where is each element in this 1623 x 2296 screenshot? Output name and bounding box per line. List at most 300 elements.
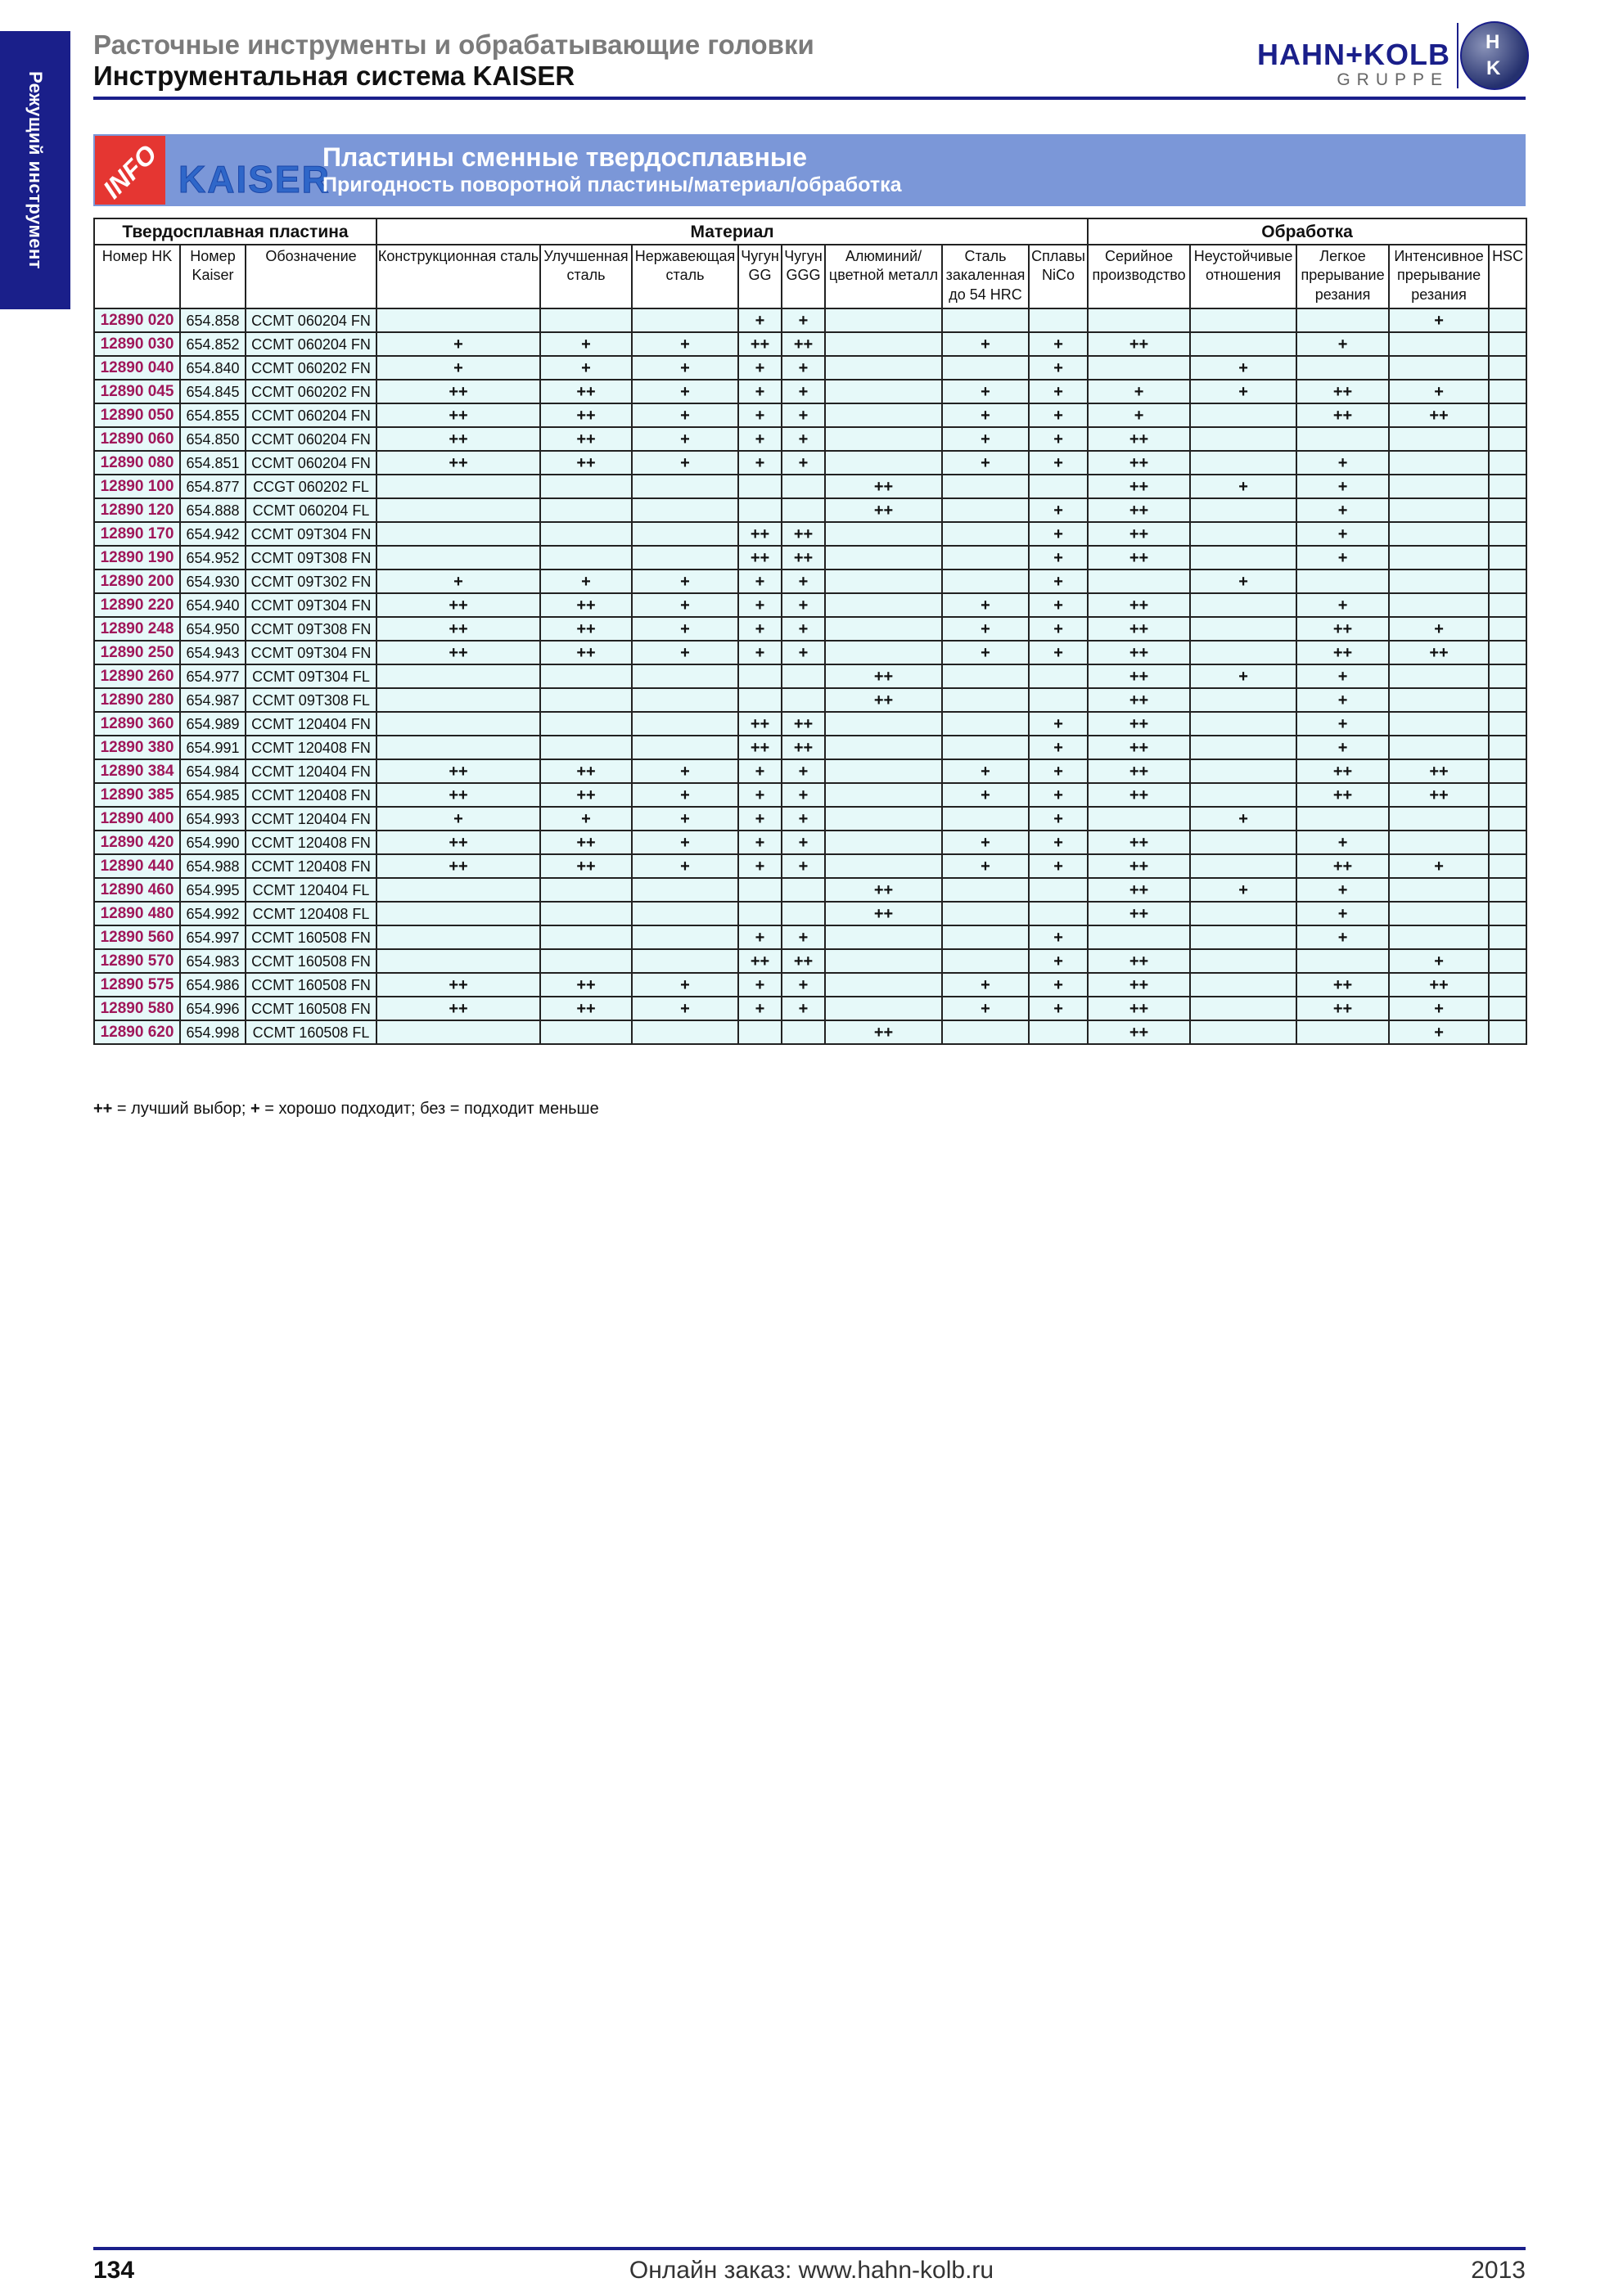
table-row — [94, 380, 1526, 403]
rating-cell: ++ — [540, 403, 632, 427]
rating-cell: ++ — [376, 380, 540, 403]
rating-cell: ++ — [540, 451, 632, 475]
rating-cell — [1190, 973, 1296, 997]
designation-cell: CCMT 120408 FL — [246, 902, 376, 925]
rating-cell: + — [1029, 498, 1088, 522]
rating-cell — [825, 973, 942, 997]
rating-cell: + — [738, 831, 782, 854]
rating-cell: + — [782, 783, 825, 807]
rating-cell — [942, 308, 1029, 332]
table-group-header — [94, 218, 1526, 245]
rating-cell: + — [738, 427, 782, 451]
rating-cell: + — [1296, 688, 1389, 712]
rating-cell — [1489, 356, 1526, 380]
table-row — [94, 902, 1526, 925]
designation-cell: CCMT 09T304 FN — [246, 641, 376, 664]
rating-cell — [782, 664, 825, 688]
rating-cell — [1489, 783, 1526, 807]
rating-cell: ++ — [1088, 688, 1190, 712]
rating-cell: ++ — [782, 546, 825, 569]
column-header: Конструкционная сталь — [376, 245, 540, 308]
rating-cell — [825, 736, 942, 759]
rating-cell — [1489, 712, 1526, 736]
rating-cell — [1190, 949, 1296, 973]
designation-cell: CCMT 09T304 FN — [246, 522, 376, 546]
designation-cell: CCMT 09T302 FN — [246, 569, 376, 593]
rating-cell: + — [738, 356, 782, 380]
hk-number-cell: 12890 580 — [94, 997, 180, 1020]
rating-cell — [1389, 807, 1489, 831]
rating-cell: + — [1190, 664, 1296, 688]
rating-cell: + — [1029, 617, 1088, 641]
rating-cell: ++ — [738, 736, 782, 759]
kaiser-number-cell: 654.977 — [180, 664, 246, 688]
rating-cell: ++ — [1088, 593, 1190, 617]
rating-cell: + — [782, 308, 825, 332]
table-row — [94, 522, 1526, 546]
rating-cell: + — [1296, 878, 1389, 902]
kaiser-logo — [174, 142, 331, 200]
rating-cell: + — [1190, 475, 1296, 498]
rating-cell — [1190, 854, 1296, 878]
rating-cell: + — [632, 759, 738, 783]
rating-cell: + — [632, 973, 738, 997]
hk-number-cell: 12890 200 — [94, 569, 180, 593]
banner-subtitle: Пригодность поворотной пластины/материал/обработка — [322, 173, 902, 196]
rating-cell: + — [738, 854, 782, 878]
rating-cell: + — [1296, 902, 1389, 925]
rating-cell — [1489, 831, 1526, 854]
rating-cell — [1190, 332, 1296, 356]
rating-cell: ++ — [825, 498, 942, 522]
rating-cell: ++ — [1088, 1020, 1190, 1044]
rating-cell — [1190, 403, 1296, 427]
rating-cell: ++ — [782, 332, 825, 356]
designation-cell: CCMT 09T308 FL — [246, 688, 376, 712]
kaiser-number-cell: 654.990 — [180, 831, 246, 854]
rating-cell — [632, 712, 738, 736]
kaiser-number-cell: 654.940 — [180, 593, 246, 617]
rating-cell — [782, 878, 825, 902]
rating-cell: ++ — [1088, 641, 1190, 664]
banner-title: Пластины сменные твердосплавные — [322, 142, 808, 172]
hk-number-cell: 12890 170 — [94, 522, 180, 546]
rating-cell: + — [632, 569, 738, 593]
table-row — [94, 1020, 1526, 1044]
rating-cell: + — [942, 973, 1029, 997]
rating-cell: + — [942, 854, 1029, 878]
hk-number-cell: 12890 250 — [94, 641, 180, 664]
rating-cell — [1489, 664, 1526, 688]
rating-cell — [1190, 688, 1296, 712]
rating-cell — [1389, 498, 1489, 522]
rating-cell — [1088, 308, 1190, 332]
hk-number-cell: 12890 050 — [94, 403, 180, 427]
hk-number-cell: 12890 480 — [94, 902, 180, 925]
rating-cell: + — [632, 783, 738, 807]
rating-cell: + — [632, 617, 738, 641]
rating-cell: ++ — [782, 949, 825, 973]
rating-cell: ++ — [1088, 736, 1190, 759]
hk-number-cell: 12890 380 — [94, 736, 180, 759]
hk-number-cell: 12890 570 — [94, 949, 180, 973]
column-header: Номер Kaiser — [180, 245, 246, 308]
kaiser-number-cell: 654.942 — [180, 522, 246, 546]
rating-cell — [1489, 759, 1526, 783]
rating-cell: + — [632, 403, 738, 427]
rating-cell — [825, 522, 942, 546]
rating-cell: ++ — [1088, 427, 1190, 451]
rating-cell — [1296, 949, 1389, 973]
rating-cell: + — [376, 569, 540, 593]
rating-cell: + — [1029, 403, 1088, 427]
rating-cell — [1389, 332, 1489, 356]
rating-cell — [942, 1020, 1029, 1044]
rating-cell: + — [376, 356, 540, 380]
rating-cell: + — [540, 356, 632, 380]
column-header: Чугун GG — [738, 245, 782, 308]
rating-cell: + — [942, 451, 1029, 475]
hk-number-cell: 12890 120 — [94, 498, 180, 522]
designation-cell: CCMT 060204 FN — [246, 451, 376, 475]
rating-cell: + — [1389, 617, 1489, 641]
rating-cell: ++ — [1296, 997, 1389, 1020]
kaiser-number-cell: 654.987 — [180, 688, 246, 712]
rating-cell — [1190, 617, 1296, 641]
rating-cell — [376, 925, 540, 949]
rating-cell — [1489, 403, 1526, 427]
table-row — [94, 546, 1526, 569]
designation-cell: CCMT 120408 FN — [246, 783, 376, 807]
table-row — [94, 641, 1526, 664]
rating-cell — [1190, 546, 1296, 569]
rating-cell — [632, 688, 738, 712]
rating-cell — [1190, 736, 1296, 759]
rating-cell — [825, 997, 942, 1020]
designation-cell: CCMT 09T304 FN — [246, 593, 376, 617]
rating-cell — [1489, 593, 1526, 617]
rating-cell — [540, 522, 632, 546]
rating-cell: ++ — [1088, 712, 1190, 736]
kaiser-number-cell: 654.988 — [180, 854, 246, 878]
rating-cell — [825, 925, 942, 949]
rating-cell: + — [1029, 736, 1088, 759]
rating-cell: + — [782, 641, 825, 664]
side-tab — [0, 31, 70, 309]
rating-cell: + — [738, 783, 782, 807]
designation-cell: CCMT 09T304 FL — [246, 664, 376, 688]
rating-cell: + — [782, 925, 825, 949]
rating-cell — [1389, 688, 1489, 712]
rating-cell: ++ — [540, 380, 632, 403]
table-row — [94, 308, 1526, 332]
rating-cell: + — [1389, 949, 1489, 973]
rating-cell: ++ — [1296, 783, 1389, 807]
rating-cell — [942, 736, 1029, 759]
rating-cell — [738, 664, 782, 688]
rating-cell: ++ — [376, 641, 540, 664]
suitability-table — [93, 218, 1527, 1045]
hk-number-cell: 12890 360 — [94, 712, 180, 736]
rating-cell: + — [1029, 546, 1088, 569]
rating-cell: ++ — [1389, 973, 1489, 997]
rating-cell: + — [1296, 522, 1389, 546]
rating-cell — [376, 475, 540, 498]
rating-cell: + — [376, 332, 540, 356]
rating-cell: + — [738, 807, 782, 831]
table-row — [94, 451, 1526, 475]
rating-cell: + — [782, 617, 825, 641]
logo-brand: HAHN+KOLB — [1256, 38, 1450, 71]
rating-cell — [825, 949, 942, 973]
rating-cell — [825, 807, 942, 831]
rating-cell: ++ — [540, 593, 632, 617]
column-header: Чугун GGG — [782, 245, 825, 308]
rating-cell — [738, 878, 782, 902]
rating-cell: + — [1296, 546, 1389, 569]
rating-cell — [738, 475, 782, 498]
rating-cell: ++ — [1088, 902, 1190, 925]
rating-cell — [1190, 902, 1296, 925]
rating-cell: + — [1296, 831, 1389, 854]
rating-cell: + — [1389, 1020, 1489, 1044]
table-row — [94, 925, 1526, 949]
rating-cell: + — [942, 403, 1029, 427]
rating-cell: + — [1029, 712, 1088, 736]
kaiser-number-cell: 654.998 — [180, 1020, 246, 1044]
rating-cell: ++ — [540, 759, 632, 783]
rating-cell: + — [1029, 356, 1088, 380]
rating-cell — [1389, 569, 1489, 593]
hk-number-cell: 12890 575 — [94, 973, 180, 997]
hk-number-cell: 12890 060 — [94, 427, 180, 451]
rating-cell: ++ — [540, 783, 632, 807]
hk-number-cell: 12890 400 — [94, 807, 180, 831]
table-row — [94, 783, 1526, 807]
rating-cell — [1389, 593, 1489, 617]
rating-cell: + — [540, 569, 632, 593]
rating-cell: ++ — [825, 902, 942, 925]
rating-cell: + — [942, 593, 1029, 617]
designation-cell: CCGT 060202 FL — [246, 475, 376, 498]
kaiser-number-cell: 654.997 — [180, 925, 246, 949]
rating-cell — [540, 902, 632, 925]
rating-cell: + — [738, 451, 782, 475]
column-header: Нержавеющая сталь — [632, 245, 738, 308]
rating-cell — [942, 807, 1029, 831]
table-row — [94, 427, 1526, 451]
rating-cell — [376, 736, 540, 759]
rating-cell: + — [942, 759, 1029, 783]
designation-cell: CCMT 120408 FN — [246, 854, 376, 878]
rating-cell: + — [738, 759, 782, 783]
rating-cell: ++ — [1088, 973, 1190, 997]
rating-cell: ++ — [1389, 641, 1489, 664]
rating-cell: + — [942, 380, 1029, 403]
footer-divider — [93, 2247, 1526, 2250]
rating-cell — [1296, 807, 1389, 831]
header-divider — [93, 97, 1526, 100]
rating-cell: ++ — [1088, 332, 1190, 356]
rating-cell — [825, 854, 942, 878]
hk-number-cell: 12890 220 — [94, 593, 180, 617]
hk-number-cell: 12890 030 — [94, 332, 180, 356]
rating-cell: + — [1389, 854, 1489, 878]
rating-cell — [1489, 925, 1526, 949]
rating-cell — [376, 878, 540, 902]
rating-cell: ++ — [376, 997, 540, 1020]
kaiser-number-cell: 654.858 — [180, 308, 246, 332]
rating-cell — [1190, 831, 1296, 854]
column-header: Улучшенная сталь — [540, 245, 632, 308]
kaiser-number-cell: 654.983 — [180, 949, 246, 973]
rating-cell — [1029, 902, 1088, 925]
rating-cell — [942, 569, 1029, 593]
kaiser-number-cell: 654.855 — [180, 403, 246, 427]
hk-number-cell: 12890 260 — [94, 664, 180, 688]
table-row — [94, 475, 1526, 498]
side-tab-label: Режущий инструмент — [25, 70, 46, 270]
rating-cell — [540, 546, 632, 569]
rating-cell — [1389, 451, 1489, 475]
rating-cell: + — [1029, 997, 1088, 1020]
table-row — [94, 736, 1526, 759]
rating-cell — [632, 308, 738, 332]
rating-cell — [376, 949, 540, 973]
rating-cell: ++ — [1389, 759, 1489, 783]
kaiser-number-cell: 654.984 — [180, 759, 246, 783]
rating-cell: + — [738, 973, 782, 997]
rating-cell — [632, 498, 738, 522]
rating-cell — [540, 712, 632, 736]
rating-cell — [632, 1020, 738, 1044]
rating-cell — [1088, 925, 1190, 949]
column-header: Обозначение — [246, 245, 376, 308]
rating-cell — [540, 1020, 632, 1044]
rating-cell: ++ — [540, 617, 632, 641]
rating-cell — [782, 475, 825, 498]
designation-cell: CCMT 060204 FL — [246, 498, 376, 522]
rating-cell: ++ — [376, 759, 540, 783]
rating-cell: + — [1190, 807, 1296, 831]
rating-cell: + — [1296, 736, 1389, 759]
rating-cell — [1489, 878, 1526, 902]
rating-cell: + — [1296, 498, 1389, 522]
designation-cell: CCMT 120404 FL — [246, 878, 376, 902]
rating-cell: ++ — [376, 451, 540, 475]
rating-cell: ++ — [1088, 664, 1190, 688]
rating-cell — [1029, 308, 1088, 332]
rating-cell: + — [1029, 593, 1088, 617]
rating-cell: + — [1029, 831, 1088, 854]
rating-cell — [1489, 546, 1526, 569]
rating-cell: ++ — [782, 712, 825, 736]
rating-cell — [540, 498, 632, 522]
rating-cell: + — [540, 807, 632, 831]
column-header: HSC — [1489, 245, 1526, 308]
rating-cell — [825, 380, 942, 403]
rating-cell — [942, 902, 1029, 925]
designation-cell: CCMT 120404 FN — [246, 759, 376, 783]
rating-cell — [1489, 427, 1526, 451]
legend-best-text: = лучший выбор; — [112, 1100, 251, 1118]
designation-cell: CCMT 060202 FN — [246, 356, 376, 380]
rating-cell: + — [782, 973, 825, 997]
rating-cell — [1489, 332, 1526, 356]
table-row — [94, 949, 1526, 973]
rating-cell: ++ — [1296, 641, 1389, 664]
hk-number-cell: 12890 560 — [94, 925, 180, 949]
rating-cell — [1190, 641, 1296, 664]
rating-cell: + — [1029, 569, 1088, 593]
column-header: Неустойчивые отношения — [1190, 245, 1296, 308]
rating-cell: + — [632, 831, 738, 854]
rating-cell — [632, 736, 738, 759]
column-header: Серийное производство — [1088, 245, 1190, 308]
hk-number-cell: 12890 384 — [94, 759, 180, 783]
rating-cell: ++ — [540, 831, 632, 854]
rating-cell — [632, 949, 738, 973]
rating-cell: + — [1088, 380, 1190, 403]
section-banner — [93, 134, 1526, 206]
kaiser-number-cell: 654.877 — [180, 475, 246, 498]
rating-cell — [1489, 308, 1526, 332]
rating-cell — [1489, 498, 1526, 522]
kaiser-number-cell: 654.996 — [180, 997, 246, 1020]
rating-cell: + — [782, 356, 825, 380]
rating-cell — [1489, 522, 1526, 546]
rating-cell — [1190, 783, 1296, 807]
rating-cell: ++ — [1088, 617, 1190, 641]
rating-cell: + — [632, 593, 738, 617]
rating-cell: + — [1029, 522, 1088, 546]
rating-cell: + — [738, 617, 782, 641]
designation-cell: CCMT 120408 FN — [246, 831, 376, 854]
rating-cell — [540, 925, 632, 949]
rating-cell — [1389, 427, 1489, 451]
page-number: 134 — [93, 2257, 135, 2284]
rating-cell: ++ — [1296, 617, 1389, 641]
rating-cell — [1489, 973, 1526, 997]
hk-number-cell: 12890 385 — [94, 783, 180, 807]
rating-cell: + — [1296, 475, 1389, 498]
designation-cell: CCMT 060204 FN — [246, 332, 376, 356]
rating-cell: ++ — [376, 403, 540, 427]
rating-cell: + — [1029, 783, 1088, 807]
legend-best-symbol: ++ — [93, 1100, 113, 1118]
rating-cell: + — [632, 854, 738, 878]
table-row — [94, 498, 1526, 522]
designation-cell: CCMT 120404 FN — [246, 712, 376, 736]
rating-cell — [376, 498, 540, 522]
rating-cell: ++ — [1088, 783, 1190, 807]
rating-cell — [540, 688, 632, 712]
rating-cell — [376, 308, 540, 332]
rating-cell — [1389, 712, 1489, 736]
column-header: Номер HK — [94, 245, 180, 308]
table-row — [94, 664, 1526, 688]
rating-cell: ++ — [825, 1020, 942, 1044]
table-row — [94, 593, 1526, 617]
rating-cell: + — [738, 925, 782, 949]
rating-cell — [1489, 997, 1526, 1020]
rating-cell: + — [1029, 949, 1088, 973]
rating-cell: + — [1190, 380, 1296, 403]
rating-cell: ++ — [782, 736, 825, 759]
table-row — [94, 569, 1526, 593]
rating-cell: ++ — [1296, 973, 1389, 997]
rating-cell — [738, 902, 782, 925]
